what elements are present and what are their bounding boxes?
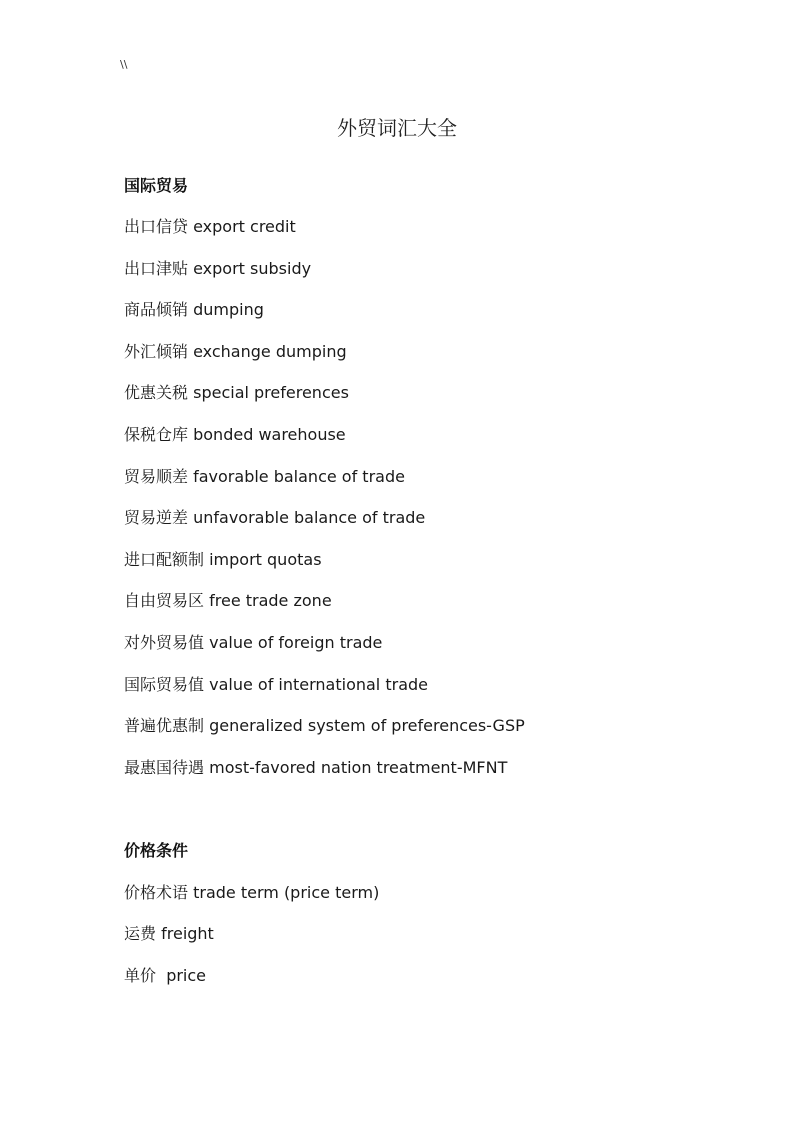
vocab-entry [124,424,346,446]
vocab-entry [124,715,525,737]
entry-english: bonded warehouse [193,425,346,444]
entry-english: export subsidy [193,259,312,278]
section-heading-price-terms: 价格条件 [124,841,189,860]
vocab-entry [124,590,332,612]
entry-chinese: 商品倾销 [124,300,189,319]
vocab-entry [124,466,405,488]
entry-chinese: 普遍优惠制 [124,716,205,735]
entry-chinese: 贸易逆差 [124,508,189,527]
entry-chinese: 最惠国待遇 [124,758,205,777]
entry-english: special preferences [193,383,349,402]
entry-chinese: 价格术语 [124,883,189,902]
entry-english: freight [161,924,214,943]
vocab-entry [124,299,264,321]
vocab-entry [124,882,379,904]
entry-english: generalized system of preferences-GSP [209,716,525,735]
entry-chinese: 对外贸易值 [124,633,205,652]
vocab-entry [124,341,347,363]
entry-chinese: 进口配额制 [124,550,205,569]
entry-chinese: 优惠关税 [124,383,189,402]
vocab-entry [124,965,206,987]
entry-english: dumping [193,300,264,319]
entry-english: exchange dumping [193,342,347,361]
entry-english: unfavorable balance of trade [193,508,426,527]
entry-chinese: 运费 [124,924,157,943]
vocab-entry [124,507,425,529]
entry-english: free trade zone [209,591,332,610]
vocab-entry [124,258,311,280]
entry-chinese: 贸易顺差 [124,467,189,486]
entry-chinese: 外汇倾销 [124,342,189,361]
vocab-entry [124,674,428,696]
document-title: 外贸词汇大全 [337,116,457,140]
entry-english: import quotas [209,550,322,569]
vocab-entry [124,216,296,238]
entry-chinese: 单价 [124,966,157,985]
section-heading-international-trade: 国际贸易 [124,176,189,195]
entry-chinese: 出口信贷 [124,217,189,236]
entry-chinese: 保税仓库 [124,425,189,444]
entry-english: value of foreign trade [209,633,383,652]
entry-english: value of international trade [209,675,428,694]
corner-mark: \\ [120,58,128,71]
vocab-entry [124,632,382,654]
entry-chinese: 国际贸易值 [124,675,205,694]
entry-english: favorable balance of trade [193,467,405,486]
entry-english: trade term (price term) [193,883,380,902]
entry-chinese: 出口津贴 [124,259,189,278]
vocab-entry [124,549,322,571]
entry-chinese: 自由贸易区 [124,591,205,610]
vocab-entry [124,757,507,779]
entry-english: most-favored nation treatment-MFNT [209,758,508,777]
vocab-entry [124,382,349,404]
entry-english: price [166,966,207,985]
entry-english: export credit [193,217,296,236]
vocab-entry [124,923,214,945]
